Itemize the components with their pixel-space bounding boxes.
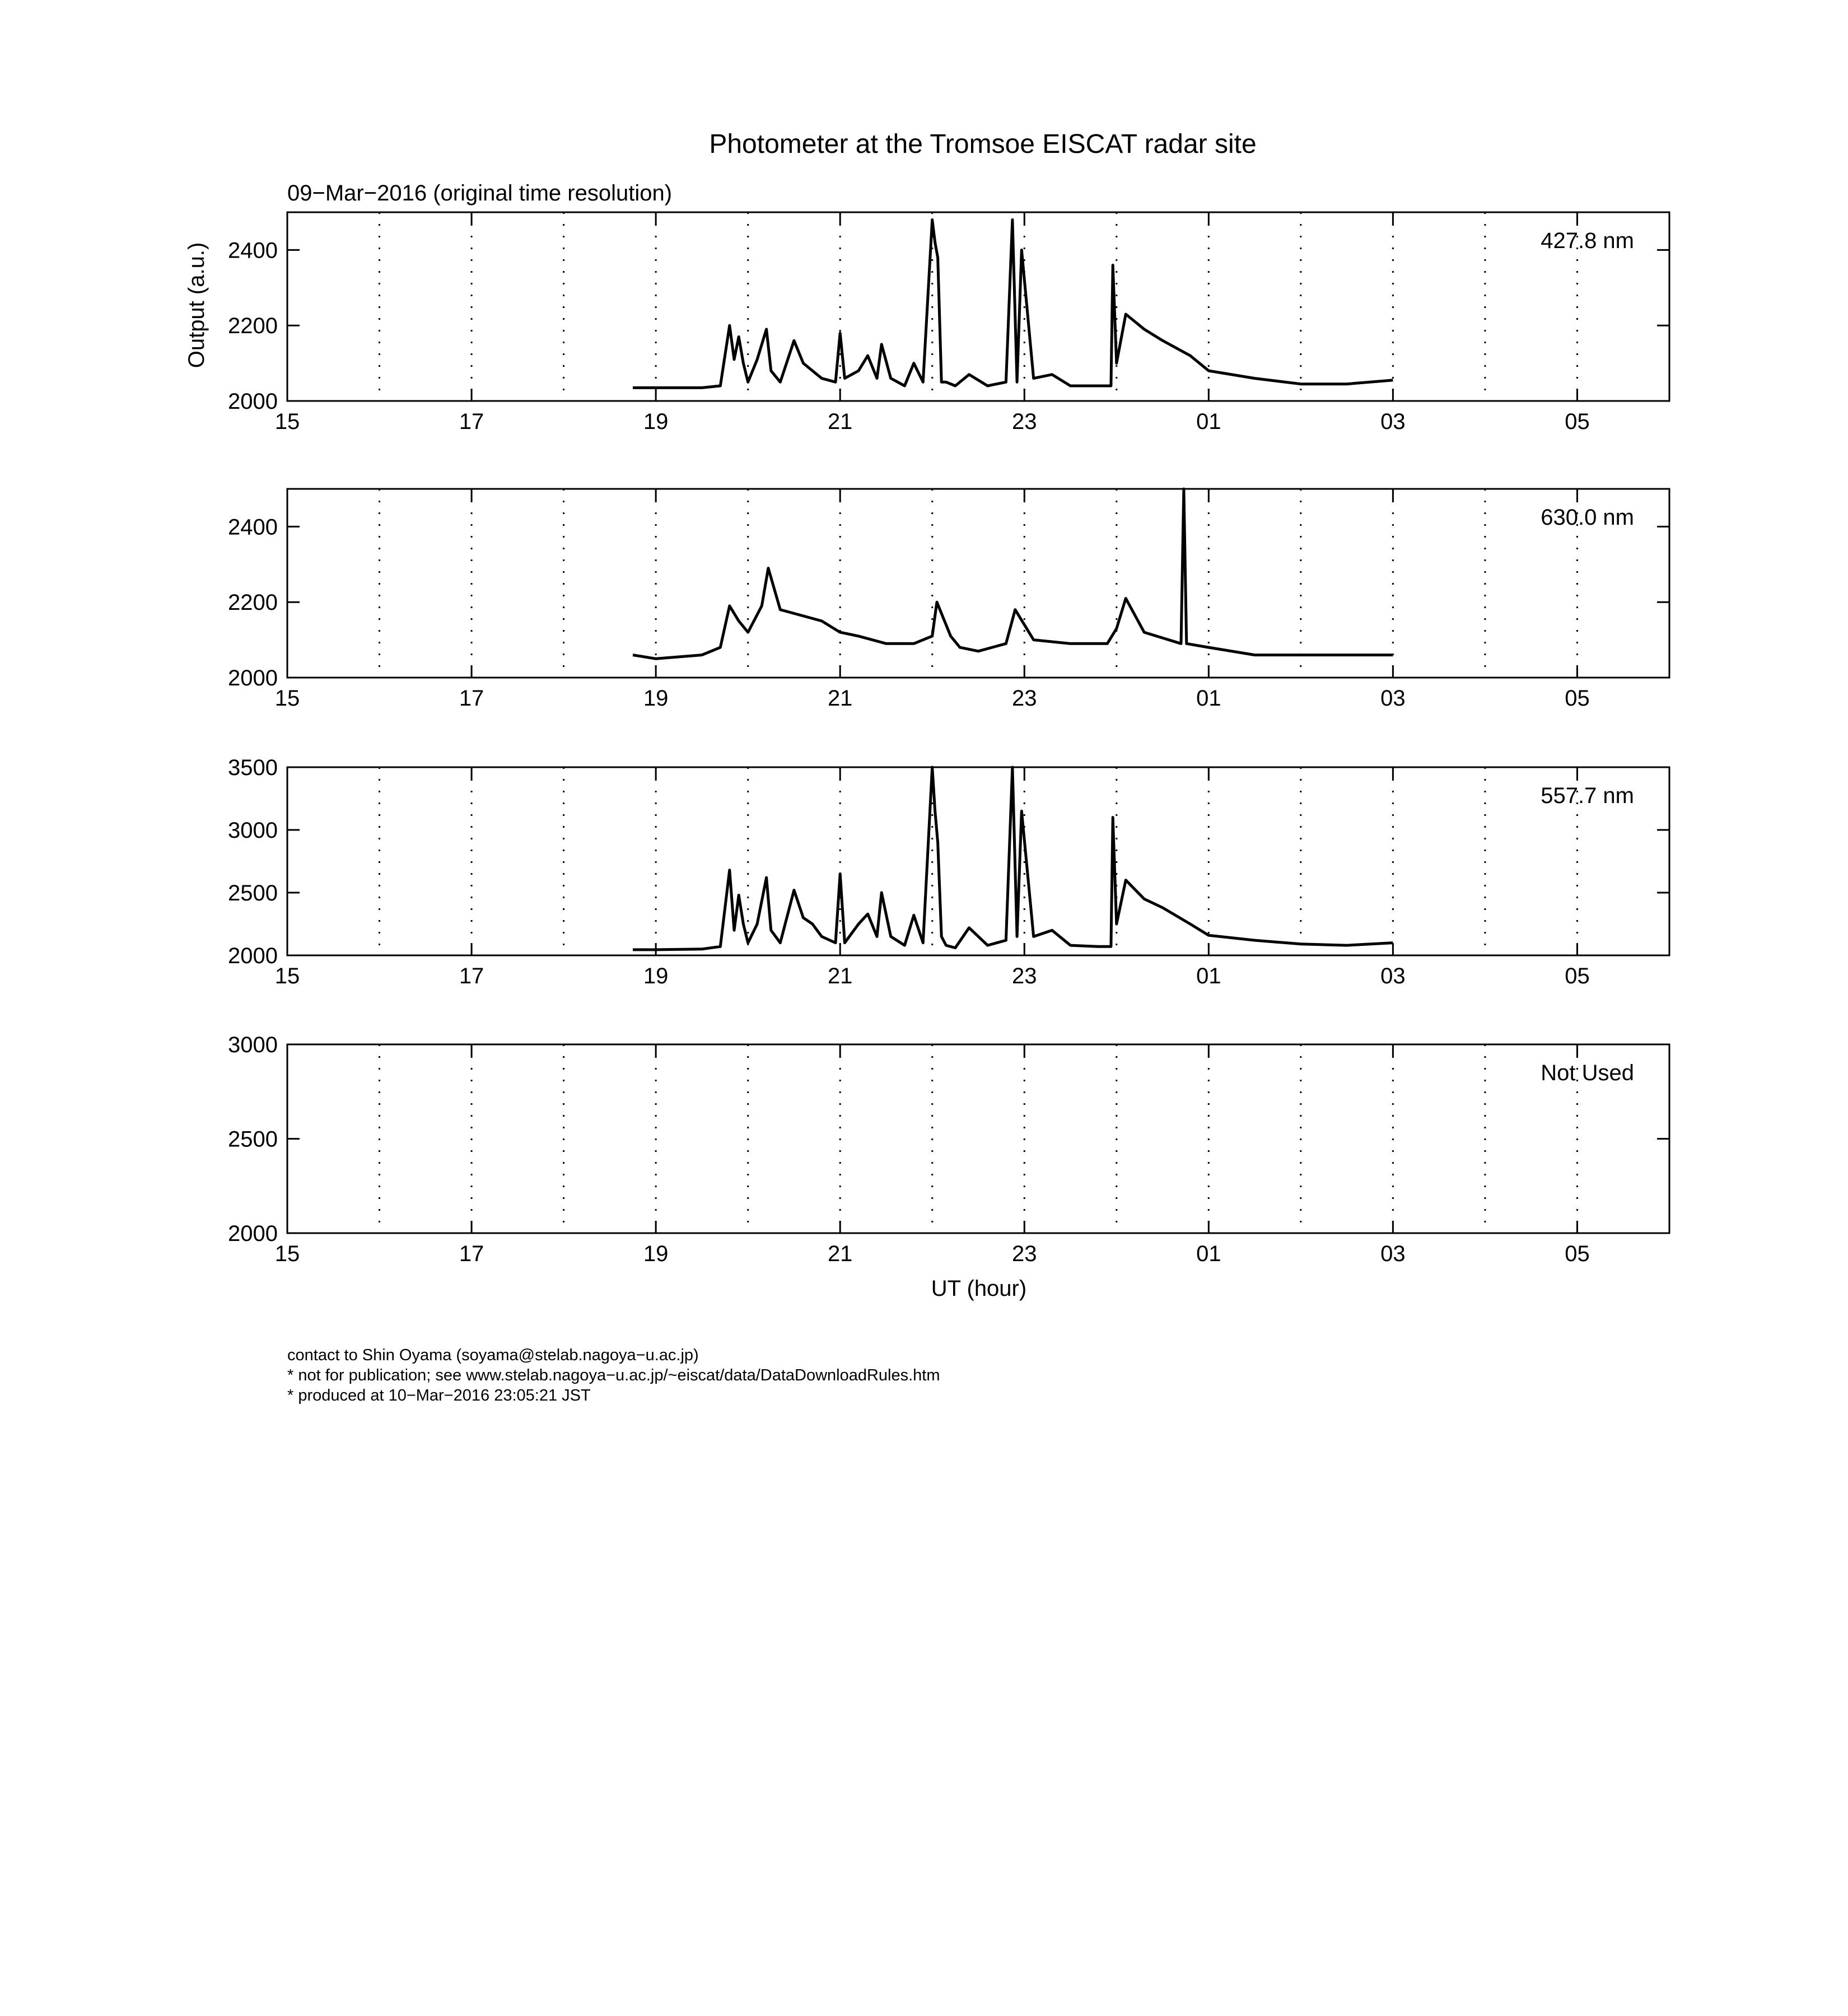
axes-box <box>287 489 1669 678</box>
y-tick-label: 2000 <box>228 944 278 968</box>
x-tick-label: 03 <box>1380 686 1406 711</box>
x-tick-label: 05 <box>1565 686 1590 711</box>
x-tick-label: 17 <box>459 964 484 988</box>
panels-group <box>228 212 1669 1266</box>
x-tick-label: 23 <box>1012 964 1037 988</box>
x-tick-label: 05 <box>1565 1242 1590 1266</box>
footer-notes <box>287 1345 940 1406</box>
x-tick-label: 01 <box>1196 964 1221 988</box>
x-tick-label: 23 <box>1012 409 1037 434</box>
x-axis-label: UT (hour) <box>931 1276 1027 1301</box>
y-tick-label: 3000 <box>228 1033 278 1057</box>
y-tick-label: 2000 <box>228 389 278 414</box>
x-tick-label: 19 <box>643 1242 669 1266</box>
y-tick-label: 2200 <box>228 590 278 615</box>
panel-wavelength-label: Not Used <box>1541 1061 1634 1085</box>
y-tick-label: 2200 <box>228 314 278 339</box>
y-tick-label: 2400 <box>228 515 278 540</box>
axes-box <box>287 1044 1669 1233</box>
figure-subtitle: 09−Mar−2016 (original time resolution) <box>287 181 673 206</box>
x-tick-label: 21 <box>827 409 853 434</box>
panel-2 <box>228 489 1669 711</box>
x-tick-label: 23 <box>1012 1242 1037 1266</box>
axes-box <box>287 212 1669 401</box>
panel-4 <box>228 1033 1669 1266</box>
x-tick-label: 01 <box>1196 409 1221 434</box>
x-tick-label: 01 <box>1196 1242 1221 1266</box>
panel-wavelength-label: 557.7 nm <box>1541 783 1634 808</box>
footer-contact: contact to Shin Oyama (soyama@stelab.nagoya−u.ac.jp) <box>287 1346 699 1364</box>
panel-1 <box>228 212 1669 434</box>
x-tick-label: 19 <box>643 964 669 988</box>
x-tick-label: 05 <box>1565 409 1590 434</box>
y-tick-label: 2500 <box>228 1127 278 1152</box>
x-tick-label: 15 <box>274 409 300 434</box>
x-tick-label: 01 <box>1196 686 1221 711</box>
x-tick-label: 19 <box>643 409 669 434</box>
y-tick-label: 2400 <box>228 238 278 263</box>
y-tick-label: 3500 <box>228 755 278 780</box>
x-tick-label: 17 <box>459 686 484 711</box>
x-tick-label: 21 <box>827 1242 853 1266</box>
x-tick-label: 05 <box>1565 964 1590 988</box>
y-tick-label: 2000 <box>228 1221 278 1246</box>
y-tick-label: 3000 <box>228 818 278 843</box>
x-tick-label: 03 <box>1380 1242 1406 1266</box>
x-tick-label: 15 <box>274 686 300 711</box>
panel-3 <box>228 755 1669 988</box>
x-tick-label: 15 <box>274 964 300 988</box>
footer-produced-note: * produced at 10−Mar−2016 23:05:21 JST <box>287 1387 591 1404</box>
footer-publication-note: * not for publication; see www.stelab.nagoya−u.ac.jp/~eiscat/data/DataDownloadRules.htm <box>287 1366 940 1384</box>
panel-wavelength-label: 427.8 nm <box>1541 228 1634 253</box>
x-tick-label: 21 <box>827 686 853 711</box>
x-tick-label: 03 <box>1380 964 1406 988</box>
series-line <box>633 220 1393 388</box>
series-line <box>633 489 1393 659</box>
y-axis-label: Output (a.u.) <box>184 242 209 368</box>
x-tick-label: 17 <box>459 1242 484 1266</box>
axes-box <box>287 767 1669 955</box>
x-tick-label: 23 <box>1012 686 1037 711</box>
y-tick-label: 2500 <box>228 881 278 906</box>
x-tick-label: 19 <box>643 686 669 711</box>
x-tick-label: 15 <box>274 1242 300 1266</box>
x-tick-label: 03 <box>1380 409 1406 434</box>
y-tick-label: 2000 <box>228 666 278 690</box>
series-line <box>633 767 1393 950</box>
panel-wavelength-label: 630.0 nm <box>1541 505 1634 530</box>
x-tick-label: 21 <box>827 964 853 988</box>
x-tick-label: 17 <box>459 409 484 434</box>
figure-title: Photometer at the Tromsoe EISCAT radar site <box>709 129 1257 159</box>
